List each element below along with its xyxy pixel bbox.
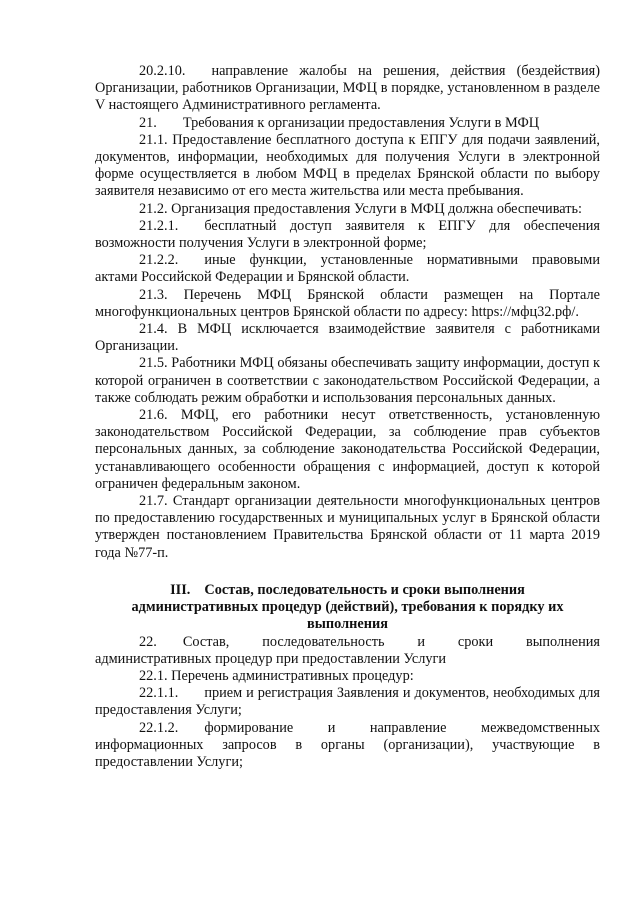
paragraph-number: 22.1. [139, 667, 168, 684]
paragraph-number: 22.1.1. [139, 685, 179, 702]
section-number: III. [170, 581, 191, 598]
paragraph-21-1 [95, 132, 600, 201]
paragraph-number: 22.1.2. [139, 719, 179, 736]
paragraph-number: 21.7. [139, 493, 168, 510]
paragraph-21-7 [95, 493, 600, 562]
paragraph-text: В МФЦ исключается взаимодействие заявителя с работниками Организации. [95, 321, 601, 355]
document-body [95, 63, 600, 771]
paragraph-number: 21.6. [139, 407, 168, 424]
paragraph-text: Работники МФЦ обязаны обеспечивать защиту информации, доступ к которой ограничен в соответствии с законодательством Российской Федерации, а также соблюдать режим обработки и использования персональных данных. [95, 355, 600, 406]
paragraph-text: бесплатный доступ заявителя к ЕПГУ для обеспечения возможности получения Услуги в электронной форме; [95, 217, 600, 252]
paragraph-text: Стандарт организации деятельности многофункциональных центров по предоставлению государственных и муниципальных услуг в Брянской области утвержден постановлением Правительства Брянской области от 11 марта 2019 года №77-п. [95, 493, 600, 561]
paragraph-21-4 [95, 321, 600, 355]
paragraph-number: 21.5. [139, 355, 168, 372]
paragraph-number: 21.1. [139, 131, 168, 148]
paragraph-20-2-10 [95, 63, 600, 115]
paragraph-21 [95, 115, 600, 132]
paragraph-number: 21.4. [139, 321, 168, 338]
paragraph-number: 21.2. [139, 200, 168, 217]
paragraph-22-1 [95, 668, 600, 685]
paragraph-21-5 [95, 355, 600, 407]
paragraph-21-2-2 [95, 252, 600, 286]
paragraph-number: 22. [139, 633, 157, 650]
paragraph-21-3 [95, 287, 600, 321]
paragraph-text: иные функции, установленные нормативными правовыми актами Российской Федерации и Брянской области. [95, 252, 600, 286]
paragraph-text: прием и регистрация Заявления и документов, необходимых для предоставления Услуги; [95, 685, 600, 719]
paragraph-text: Перечень административных процедур: [171, 667, 414, 684]
section-title: Состав, последовательность и сроки выполнения административных процедур (действий), требования к порядку их выполнения [131, 581, 564, 633]
paragraph-text: Перечень МФЦ Брянской области размещен на Портале многофункциональных центров Брянской области по адресу: https://мфц32.рф/. [95, 286, 600, 320]
paragraph-text: Организация предоставления Услуги в МФЦ должна обеспечивать: [171, 200, 582, 217]
paragraph-22-1-1 [95, 685, 600, 719]
paragraph-text: МФЦ, его работники несут ответственность, установленную законодательством Российской Федерации, за соблюдение прав субъектов персональных данных, за соблюдение законодательства Российской Федерации, устанавливающего особенности обращения с информацией, доступ к которой ограничен федеральным законом. [95, 407, 600, 492]
paragraph-number: 21.2.2. [139, 252, 179, 269]
paragraph-text: направление жалобы на решения, действия (бездействия) Организации, работников Организации, МФЦ в порядке, установленном в разделе V настоящего Административного регламента. [95, 63, 600, 114]
paragraph-22-1-2 [95, 720, 600, 772]
paragraph-number: 21.2.1. [139, 217, 179, 234]
paragraph-number: 20.2.10. [139, 63, 186, 79]
paragraph-21-2-1 [95, 218, 600, 252]
paragraph-text: формирование и направление межведомственных информационных запросов в органы (организации), участвующие в предоставлении Услуги; [95, 719, 600, 770]
paragraph-text: Состав, последовательность и сроки выполнения административных процедур при предоставлении Услуги [95, 633, 600, 667]
paragraph-number: 21.3. [139, 286, 168, 303]
paragraph-22 [95, 634, 600, 668]
paragraph-text: Предоставление бесплатного доступа к ЕПГУ для подачи заявлений, документов, информации, необходимых для получения Услуги в электронной форме осуществляется в любом МФЦ в пределах Брянской области по выбору заявителя независимо от его места жительства или места пребывания. [95, 131, 600, 200]
paragraph-21-2 [95, 201, 600, 218]
section-heading [95, 582, 600, 634]
paragraph-text: Требования к организации предоставления Услуги в МФЦ [182, 114, 540, 131]
paragraph-21-6 [95, 407, 600, 493]
paragraph-number: 21. [139, 114, 157, 131]
